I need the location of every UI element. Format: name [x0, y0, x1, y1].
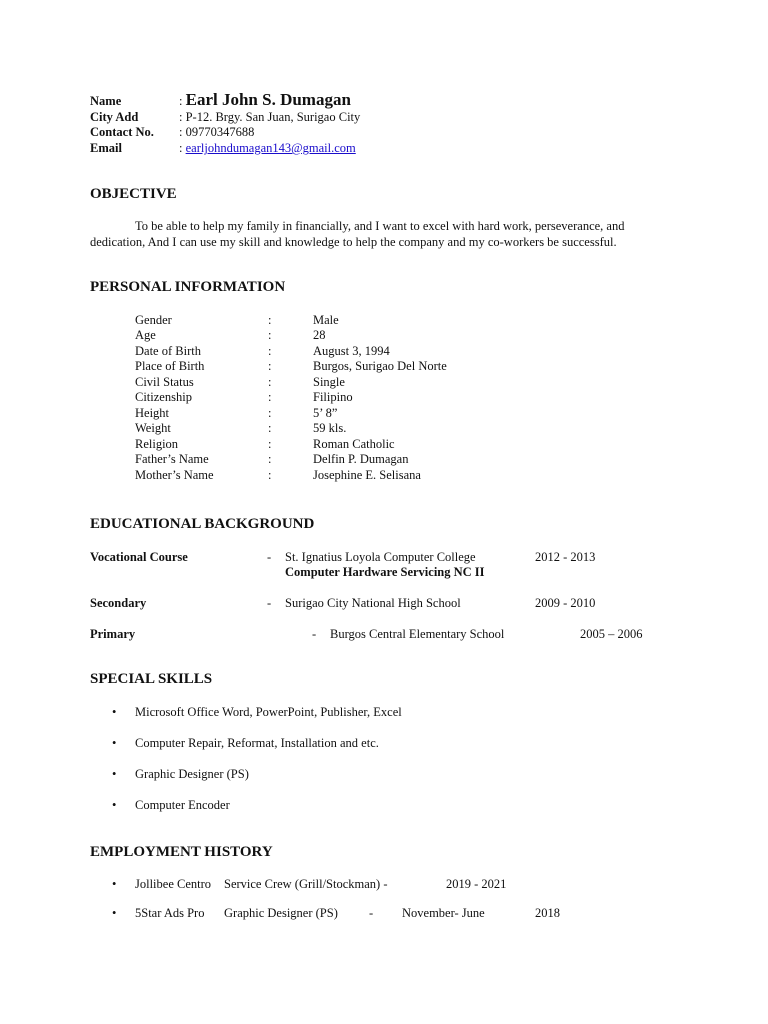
objective-text: To be able to help my family in financially, and I want to excel with hard work, perseverance, and dedication, And I can use my skill and knowledge to help the company and my co-workers be successful.: [90, 219, 625, 249]
job-year: 2018: [535, 906, 560, 920]
job-position: Service Crew (Grill/Stockman) -: [224, 877, 388, 891]
city-colon: :: [179, 110, 183, 124]
contact-number: 09770347688: [185, 125, 255, 139]
bullet: •: [112, 798, 117, 812]
bullet: •: [112, 767, 117, 781]
info-colon: :: [268, 452, 272, 466]
name-label: Name: [90, 94, 122, 108]
education-heading: EDUCATIONAL BACKGROUND: [90, 516, 315, 532]
info-value: Josephine E. Selisana: [313, 468, 421, 482]
info-colon: :: [268, 359, 272, 373]
education-level: Primary: [90, 627, 136, 641]
info-label: Age: [135, 328, 156, 342]
info-label: Date of Birth: [135, 344, 201, 358]
applicant-name: Earl John S. Dumagan: [185, 90, 351, 109]
info-value: Male: [313, 313, 339, 327]
objective-heading: OBJECTIVE: [90, 186, 177, 202]
employer-name: Jollibee Centro: [135, 877, 212, 891]
info-value: Single: [313, 375, 345, 389]
info-value: Burgos, Surigao Del Norte: [313, 359, 447, 373]
info-label: Mother’s Name: [135, 468, 214, 482]
info-colon: :: [268, 437, 272, 451]
education-years: 2005 – 2006: [580, 627, 643, 641]
info-value: Filipino: [313, 390, 353, 404]
skill-text: Graphic Designer (PS): [135, 767, 249, 781]
city-address: P-12. Brgy. San Juan, Surigao City: [185, 110, 361, 124]
education-years: 2009 - 2010: [535, 596, 596, 610]
info-value: 59 kls.: [313, 421, 347, 435]
info-colon: :: [268, 406, 272, 420]
bullet: •: [112, 906, 117, 920]
contact-row: [179, 124, 254, 140]
info-label: Religion: [135, 437, 179, 451]
personal-info-heading: PERSONAL INFORMATION: [90, 279, 286, 295]
info-colon: :: [268, 421, 272, 435]
info-colon: :: [268, 390, 272, 404]
education-level: Vocational Course: [90, 550, 188, 564]
education-dash: -: [312, 627, 317, 641]
info-value: Delfin P. Dumagan: [313, 452, 409, 466]
info-label: Citizenship: [135, 390, 192, 404]
info-value: Roman Catholic: [313, 437, 395, 451]
education-years: 2012 - 2013: [535, 550, 596, 564]
info-colon: :: [268, 344, 272, 358]
skill-text: Computer Repair, Reformat, Installation and etc.: [135, 736, 379, 750]
job-position: Graphic Designer (PS): [224, 906, 338, 920]
contact-label: Contact No.: [90, 125, 154, 139]
info-value: 5’ 8”: [313, 406, 338, 420]
name-colon: :: [179, 94, 183, 108]
city-row: [179, 109, 360, 125]
employer-name: 5Star Ads Pro: [135, 906, 205, 920]
education-school: Surigao City National High School: [285, 596, 461, 610]
employment-heading: EMPLOYMENT HISTORY: [90, 844, 273, 860]
info-label: Father’s Name: [135, 452, 209, 466]
email-label: Email: [90, 141, 122, 155]
bullet: •: [112, 705, 117, 719]
info-colon: :: [268, 468, 272, 482]
contact-colon: :: [179, 125, 183, 139]
info-label: Gender: [135, 313, 172, 327]
city-label: City Add: [90, 110, 139, 124]
info-value: 28: [313, 328, 326, 342]
skill-text: Microsoft Office Word, PowerPoint, Publisher, Excel: [135, 705, 402, 719]
job-dash: -: [369, 906, 374, 920]
info-colon: :: [268, 375, 272, 389]
info-colon: :: [268, 328, 272, 342]
education-school: Burgos Central Elementary School: [330, 627, 505, 641]
education-level: Secondary: [90, 596, 147, 610]
name-row: [179, 90, 351, 111]
bullet: •: [112, 877, 117, 891]
skill-text: Computer Encoder: [135, 798, 230, 812]
info-label: Civil Status: [135, 375, 194, 389]
info-label: Place of Birth: [135, 359, 205, 373]
job-months: November- June: [402, 906, 485, 920]
education-school: St. Ignatius Loyola Computer College: [285, 550, 476, 564]
education-course: Computer Hardware Servicing NC II: [285, 565, 485, 579]
email-link[interactable]: earljohndumagan143@gmail.com: [185, 141, 356, 155]
info-label: Weight: [135, 421, 171, 435]
education-dash: -: [267, 596, 272, 610]
email-row: [179, 140, 356, 156]
email-colon: :: [179, 141, 183, 155]
education-dash: -: [267, 550, 272, 564]
bullet: •: [112, 736, 117, 750]
info-colon: :: [268, 313, 272, 327]
info-label: Height: [135, 406, 170, 420]
job-period: 2019 - 2021: [446, 877, 507, 891]
skills-heading: SPECIAL SKILLS: [90, 671, 213, 687]
info-value: August 3, 1994: [313, 344, 390, 358]
